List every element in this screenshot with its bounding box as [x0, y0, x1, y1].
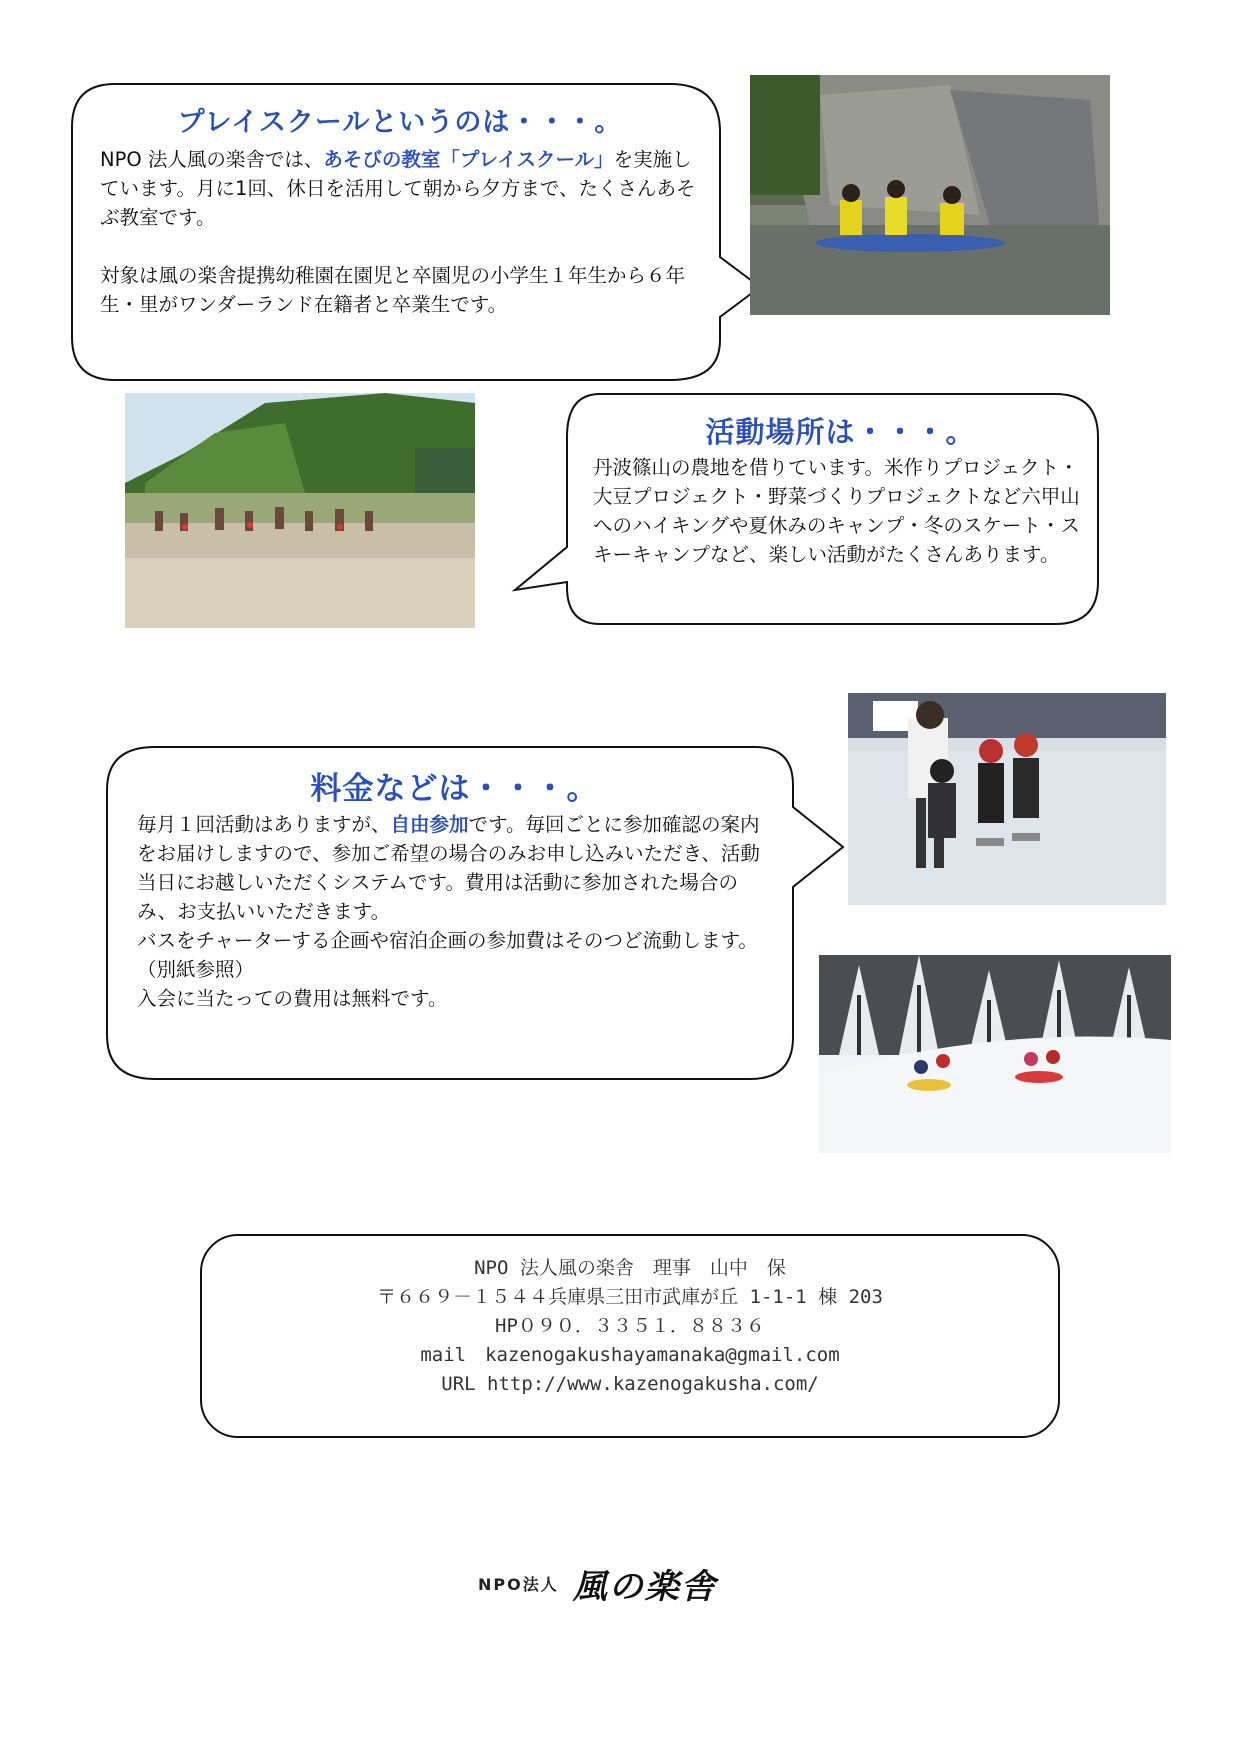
contact-email[interactable]: mail kazenogakushayamanaka@gmail.com [420, 1344, 840, 1366]
logo-npo-label: NPO法人 [478, 1574, 559, 1594]
logo-name: 風の楽舎 [572, 1566, 717, 1607]
contact-url[interactable]: URL http://www.kazenogakusha.com/ [441, 1373, 819, 1395]
photo-rice-field [125, 393, 475, 628]
organization-logo [478, 1558, 778, 1608]
contact-organization: NPO 法人風の楽舎 理事 山中 保 [474, 1257, 786, 1279]
playschool-text-prefix: NPO 法人風の楽舎では、 [100, 148, 324, 171]
activity-place-text: 丹波篠山の農地を借りています。米作りプロジェクト・大豆プロジェクト・野菜づくりプロジェクトなど六甲山へのハイキングや夏休みのキャンプ・冬のスケート・スキーキャンプなど、楽しい活動がたくさんあります。 [593, 456, 1080, 566]
photo-skating [848, 693, 1166, 905]
playschool-text-suffix: を実施しています。月に1回、休日を活用して朝から夕方まで、たくさんあそぶ教室です。 [100, 148, 696, 229]
contact-box [200, 1234, 1060, 1438]
bubble-fees [105, 745, 845, 1081]
photo-kayak [750, 75, 1110, 315]
section-title-activity-place: 活動場所は・・・。 [705, 415, 976, 449]
bubble-playschool [70, 82, 760, 382]
contact-address: 〒６６９－１５４４兵庫県三田市武庫が丘 1-1-1 棟 203 [377, 1286, 883, 1308]
section-title-playschool: プレイスクールというのは・・・。 [177, 107, 623, 138]
playschool-paragraph-1 [100, 145, 700, 232]
playschool-paragraph-2: 対象は風の楽舎提携幼稚園在園児と卒園児の小学生１年生から６年生・里がワンダーランド在籍者と卒業生です。 [100, 264, 686, 316]
fees-paragraph-2: バスをチャーターする企画や宿泊企画の参加費はそのつど流動します。（別紙参照） [137, 929, 758, 981]
fees-paragraph-3: 入会に当たっての費用は無料です。 [137, 987, 448, 1010]
fees-highlight: 自由参加 [390, 813, 469, 836]
playschool-highlight: あそびの教室「プレイスクール」 [323, 148, 614, 171]
fees-paragraph-1 [137, 810, 772, 926]
photo-snow-sledding [819, 955, 1171, 1153]
fees-text-suffix: です。毎回ごとに参加確認の案内をお届けしますので、参加ご希望の場合のみお申し込みいただき、活動当日にお越しいただくシステムです。費用は活動に参加された場合のみ、お支払いいただきます。 [137, 813, 760, 923]
fees-text-prefix: 毎月１回活動はありますが、 [137, 813, 391, 836]
contact-phone: HP０９０．３３５１．８８３６ [495, 1315, 765, 1337]
section-title-fees: 料金などは・・・。 [310, 771, 599, 807]
bubble-activity-place [515, 392, 1100, 626]
